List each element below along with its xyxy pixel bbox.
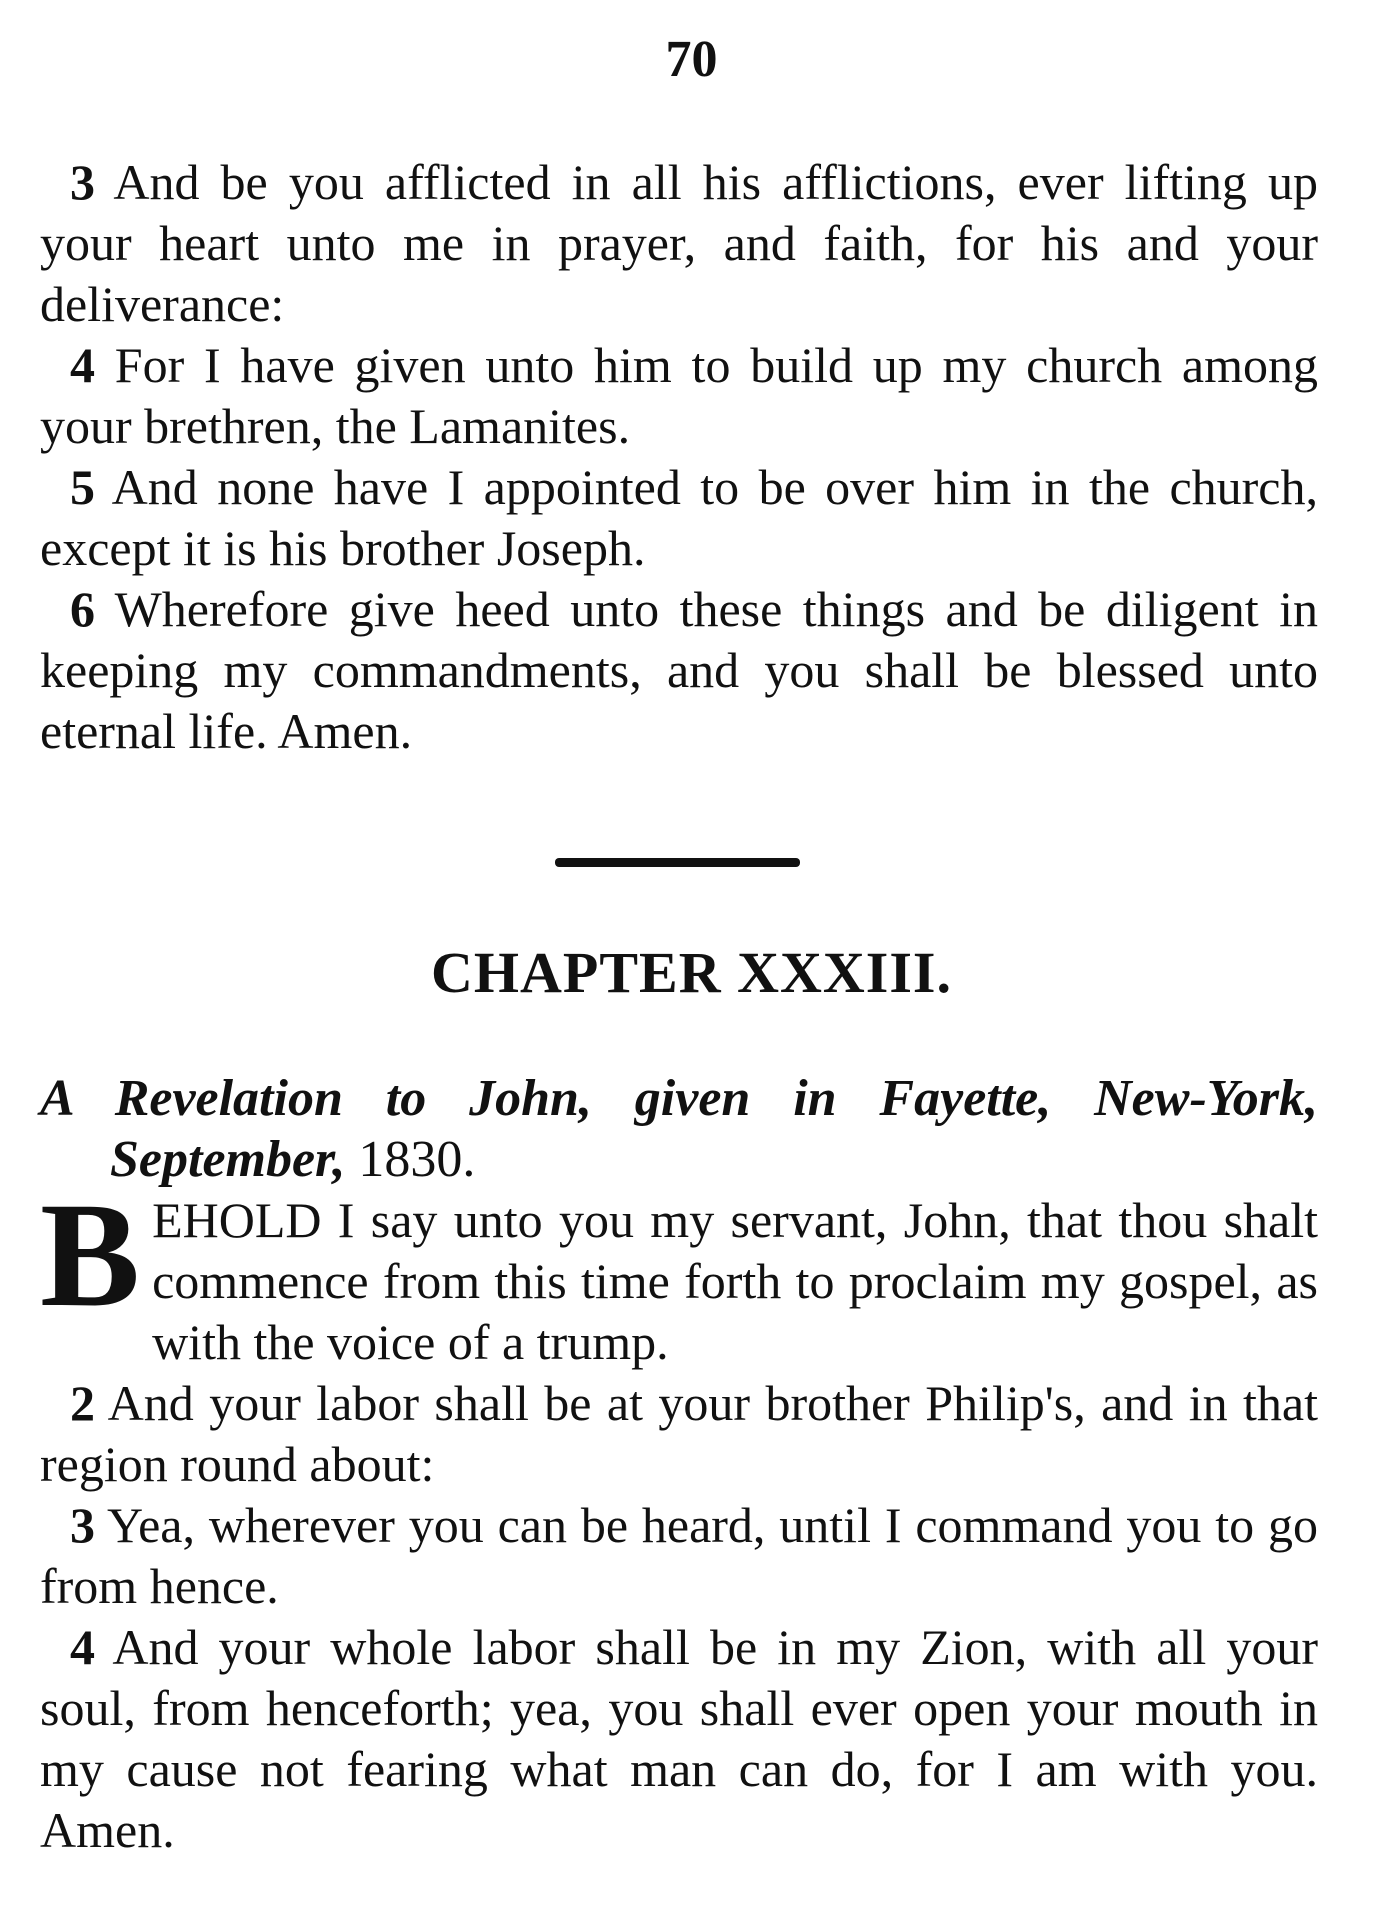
- verse-text: And your labor shall be at your brother Philip's, and in that region round about:: [40, 1375, 1319, 1492]
- verse: [40, 1373, 1318, 1495]
- verse-text: And be you afflicted in all his afflictions, ever lifting up your heart unto me in prayer, and faith, for his and your deliverance:: [40, 154, 1318, 332]
- intro-text: A Revelation to John, given in Fayette, New-York, September,: [40, 1070, 1318, 1188]
- verse-text: For I have given unto him to build up my church among your brethren, the Lamanites.: [40, 337, 1319, 454]
- chapter-verses: [40, 1172, 1319, 1861]
- drop-cap-letter: B: [40, 1172, 141, 1338]
- verse-number: 2: [70, 1375, 95, 1431]
- verse-text: EHOLD I say unto you my servant, John, that thou shalt commence from this time forth to proclaim my gospel, as with the voice of a trump.: [152, 1192, 1318, 1370]
- verse: [40, 1495, 1318, 1617]
- chapter-heading: CHAPTER XXXIII.: [431, 940, 952, 1005]
- verse-number: 3: [70, 1497, 95, 1553]
- verse: [40, 335, 1318, 457]
- verse-text: And your whole labor shall be in my Zion, with all your soul, from henceforth; yea, you shall ever open your mouth in my cause not fearing what man can do, for I am with you. Amen.: [40, 1619, 1318, 1858]
- verse: [40, 457, 1318, 579]
- first-verse: [40, 1172, 1318, 1373]
- intro-year: 1830.: [358, 1131, 476, 1188]
- verse-number: 3: [70, 154, 95, 210]
- verse-number: 4: [70, 337, 95, 393]
- verse-number: 4: [70, 1619, 95, 1675]
- verse: [40, 152, 1318, 335]
- verse: [40, 1617, 1318, 1861]
- chapter-introduction: [40, 1068, 1318, 1190]
- previous-chapter-verses: [40, 152, 1318, 762]
- verse-text: And none have I appointed to be over him in the church, except it is his brother Joseph.: [40, 459, 1318, 576]
- verse-number: 6: [70, 581, 95, 637]
- page-number: 70: [665, 31, 718, 88]
- verse-text: Yea, wherever you can be heard, until I command you to go from hence.: [40, 1497, 1318, 1614]
- verse-number: 5: [70, 459, 95, 515]
- section-divider-rule: [555, 858, 800, 867]
- verse: [40, 579, 1318, 762]
- verse-text: Wherefore give heed unto these things and be diligent in keeping my commandments, and you shall be blessed unto eternal life. Amen.: [40, 581, 1318, 759]
